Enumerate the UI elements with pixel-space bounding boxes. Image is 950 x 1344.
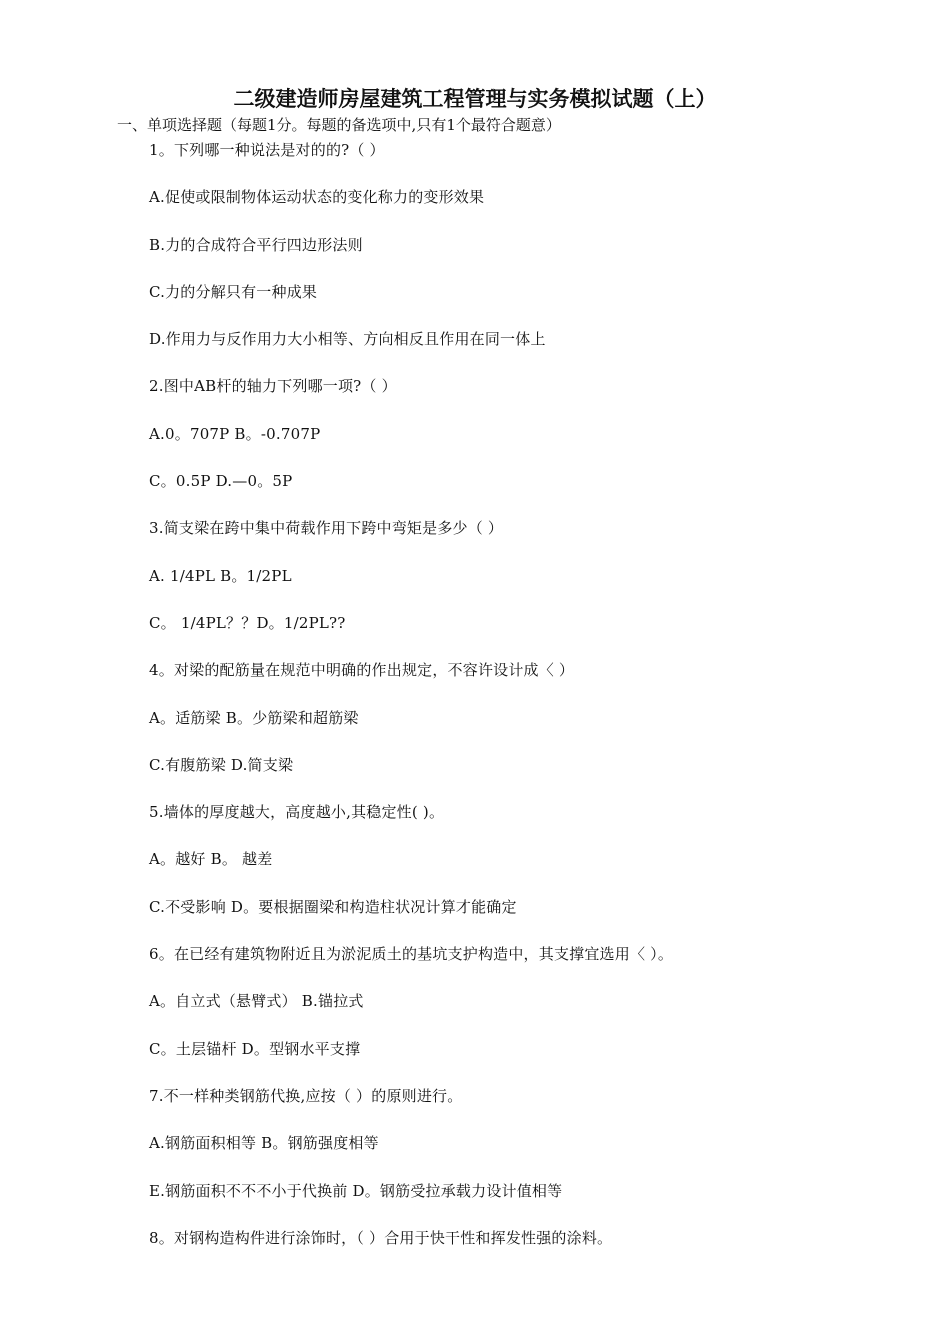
question-line: 6。在已经有建筑物附近且为淤泥质土的基坑支护构造中，其支撑宜选用〈 ）。 xyxy=(149,945,674,964)
question-line: 4。对梁的配筋量在规范中明确的作出规定，不容许设计成〈 ） xyxy=(149,661,575,680)
answer-option-line: C。 1/4PL？？D。1/2PL?? xyxy=(149,613,346,632)
answer-option-line: C.力的分解只有一种成果 xyxy=(149,282,318,301)
answer-option-line: B.力的合成符合平行四边形法则 xyxy=(149,235,363,254)
answer-option-line: A.促使或限制物体运动状态的变化称力的变形效果 xyxy=(149,188,485,207)
answer-option-line: A.钢筋面积相等 B。钢筋强度相等 xyxy=(149,1134,379,1153)
question-line: 2.图中AB杆的轴力下列哪一项?（ ） xyxy=(149,377,397,396)
answer-option-line: C。0.5P D.—0。5P xyxy=(149,472,293,491)
answer-option-line: A. 1/4PL B。1/2PL xyxy=(149,566,292,585)
question-line: 5.墙体的厚度越大，高度越小,其稳定性( )。 xyxy=(149,803,445,822)
answer-option-line: A。越好 B。 越差 xyxy=(149,850,273,869)
answer-option-line: C.不受影响 D。要根据圈梁和构造柱状况计算才能确定 xyxy=(149,897,517,916)
answer-option-line: C。土层锚杆 D。型钢水平支撑 xyxy=(149,1039,361,1058)
answer-option-line: D.作用力与反作用力大小相等、方向相反且作用在同一体上 xyxy=(149,330,546,349)
answer-option-line: A。自立式（悬臂式） B.锚拉式 xyxy=(149,992,364,1011)
question-list xyxy=(149,137,673,1272)
question-line: 8。对钢构造构件进行涂饰时，（ ）合用于快干性和挥发性强的涂料。 xyxy=(149,1228,613,1247)
question-line: 1。下列哪一种说法是对的的?（ ） xyxy=(149,141,385,159)
question-line: 7.不一样种类钢筋代换,应按（ ）的原则进行。 xyxy=(149,1086,463,1105)
question-line: 3.简支梁在跨中集中荷载作用下跨中弯矩是多少（ ） xyxy=(149,519,504,538)
answer-option-line: E.钢筋面积不不不小于代换前 D。钢筋受拉承载力设计值相等 xyxy=(149,1181,563,1200)
section-heading: 一、单项选择题（每题1分。每题的备选项中,只有1个最符合题意） xyxy=(117,116,561,134)
answer-option-line: C.有腹筋梁 D.简支梁 xyxy=(149,755,294,774)
answer-option-line: A。适筋梁 B。少筋梁和超筋梁 xyxy=(149,708,359,727)
answer-option-line: A.0。707P B。-0.707P xyxy=(149,424,321,443)
document-title: 二级建造师房屋建筑工程管理与实务模拟试题（上） xyxy=(233,87,717,111)
